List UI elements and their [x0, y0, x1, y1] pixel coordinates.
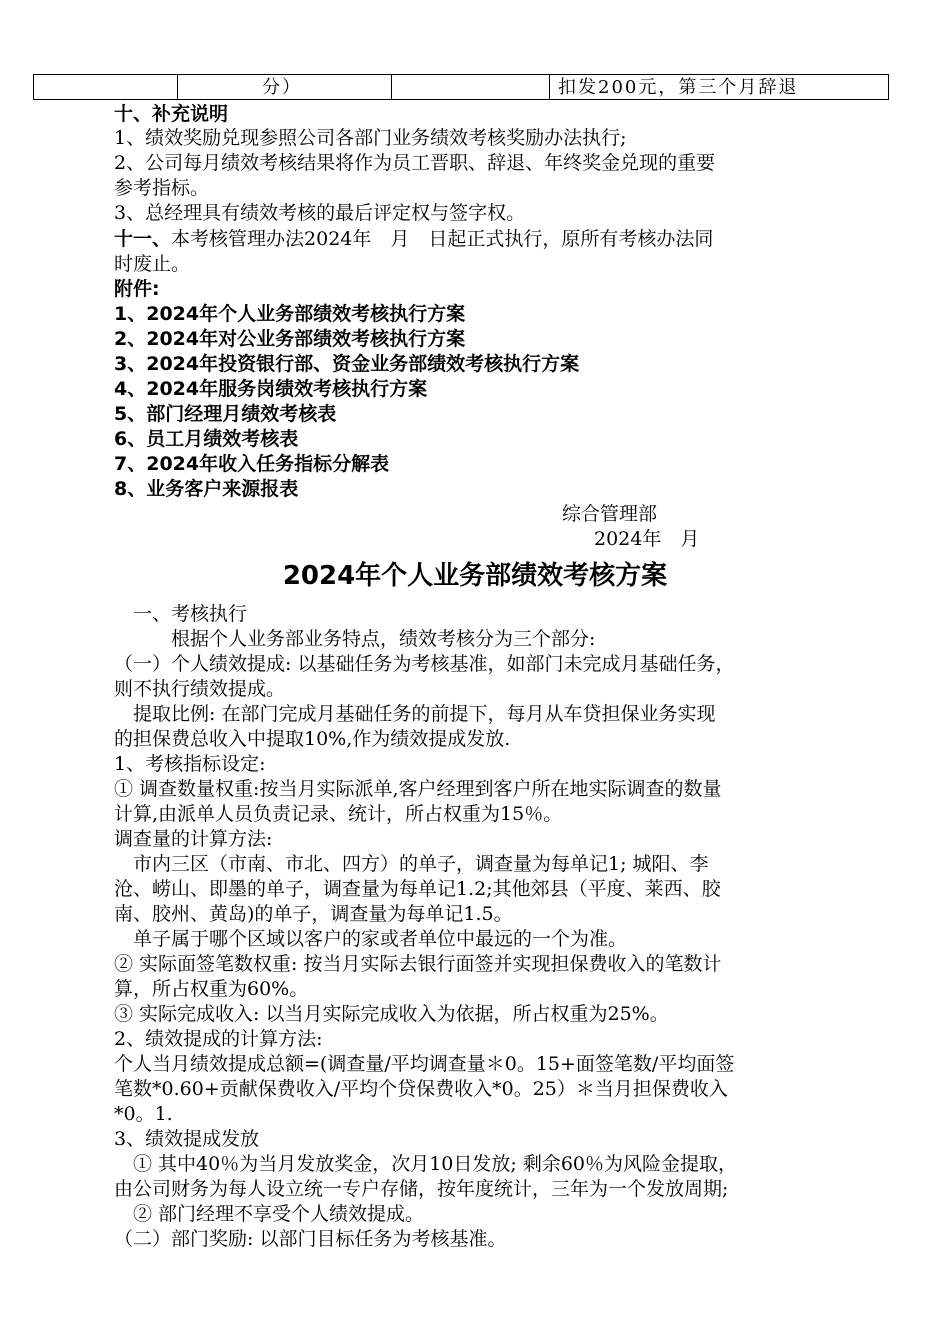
paragraph-line: 3、总经理具有绩效考核的最后评定权与签字权。	[114, 202, 526, 224]
body-line: 一、考核执行	[114, 603, 248, 625]
body-line: 由公司财务为每人设立统一专户存储，按年度统计，三年为一个发放周期;	[114, 1178, 729, 1200]
table-divider	[391, 75, 392, 99]
section-label: 十一、	[114, 228, 172, 250]
body-line: 2、绩效提成的计算方法:	[114, 1028, 323, 1050]
attachment-item: 4、2024年服务岗绩效考核执行方案	[114, 378, 428, 400]
paragraph-line	[114, 227, 713, 251]
body-line: 算，所占权重为60%。	[114, 978, 309, 1000]
body-line: ① 其中40％为当月发放奖金，次月10日发放; 剩余60％为风险金提取，	[114, 1153, 738, 1175]
table-fragment	[33, 74, 889, 100]
table-divider	[177, 75, 178, 99]
section-heading: 十、补充说明	[114, 103, 229, 125]
attachment-item: 8、业务客户来源报表	[114, 478, 299, 500]
body-line: 个人当月绩效提成总额=(调查量/平均调查量＊0。15+面签笔数/平均面签	[114, 1053, 735, 1075]
attachment-item: 3、2024年投资银行部、资金业务部绩效考核执行方案	[114, 353, 580, 375]
paragraph-line: 参考指标。	[114, 177, 210, 199]
body-line: *0。1.	[114, 1103, 173, 1125]
body-line: （一）个人绩效提成: 以基础任务为考核基准，如部门未完成月基础任务，	[114, 653, 735, 675]
signature-dept: 综合管理部	[562, 503, 658, 525]
body-line: 3、绩效提成发放	[114, 1128, 260, 1150]
paragraph-line: 1、绩效奖励兑现参照公司各部门业务绩效考核奖励办法执行;	[114, 127, 627, 149]
body-line: 则不执行绩效提成。	[114, 678, 286, 700]
attachment-item: 6、员工月绩效考核表	[114, 428, 299, 450]
table-cell: 扣发200元，第三个月辞退	[558, 77, 799, 98]
body-line: ② 实际面签笔数权重: 按当月实际去银行面签并实现担保费收入的笔数计	[114, 953, 722, 975]
body-line: 根据个人业务部业务特点，绩效考核分为三个部分:	[114, 628, 596, 650]
paragraph-line: 时废止。	[114, 253, 191, 275]
attachments-heading: 附件:	[114, 278, 160, 300]
section-text: 本考核管理办法2024年 月 日起正式执行，原所有考核办法同	[171, 228, 714, 250]
body-line: 市内三区（市南、市北、四方）的单子，调查量为每单记1; 城阳、李	[114, 853, 709, 875]
body-line: ① 调查数量权重:按当月实际派单,客户经理到客户所在地实际调查的数量	[114, 778, 722, 800]
body-line: 1、考核指标设定:	[114, 753, 266, 775]
table-cell: 分）	[262, 77, 302, 98]
doc-title: 2024年个人业务部绩效考核方案	[282, 561, 668, 591]
body-line: （二）部门奖励: 以部门目标任务为考核基准。	[114, 1228, 507, 1250]
attachment-item: 7、2024年收入任务指标分解表	[114, 453, 390, 475]
attachment-item: 5、部门经理月绩效考核表	[114, 403, 337, 425]
body-line: 调查量的计算方法:	[114, 828, 273, 850]
body-line: 单子属于哪个区域以客户的家或者单位中最远的一个为准。	[114, 928, 628, 950]
signature-date: 2024年 月	[594, 528, 700, 550]
body-line: 沧、崂山、即墨的单子，调查量为每单记1.2;其他郊县（平度、莱西、胶	[114, 878, 721, 900]
paragraph-line: 2、公司每月绩效考核结果将作为员工晋职、辞退、年终奖金兑现的重要	[114, 152, 716, 174]
body-line: ② 部门经理不享受个人绩效提成。	[114, 1203, 425, 1225]
attachment-item: 1、2024年个人业务部绩效考核执行方案	[114, 303, 466, 325]
body-line: 的担保费总收入中提取10%,作为绩效提成发放.	[114, 728, 511, 750]
body-line: 计算,由派单人员负责记录、统计，所占权重为15％。	[114, 803, 563, 825]
body-line: 南、胶州、黄岛)的单子，调查量为每单记1.5。	[114, 903, 513, 925]
body-line: ③ 实际完成收入: 以当月实际完成收入为依据，所占权重为25%。	[114, 1003, 669, 1025]
attachment-item: 2、2024年对公业务部绩效考核执行方案	[114, 328, 466, 350]
body-line: 提取比例: 在部门完成月基础任务的前提下，每月从车贷担保业务实现	[114, 703, 716, 725]
table-divider	[549, 75, 550, 99]
body-line: 笔数*0.60+贡献保费收入/平均个贷保费收入*0。25）＊当月担保费收入	[114, 1078, 728, 1100]
